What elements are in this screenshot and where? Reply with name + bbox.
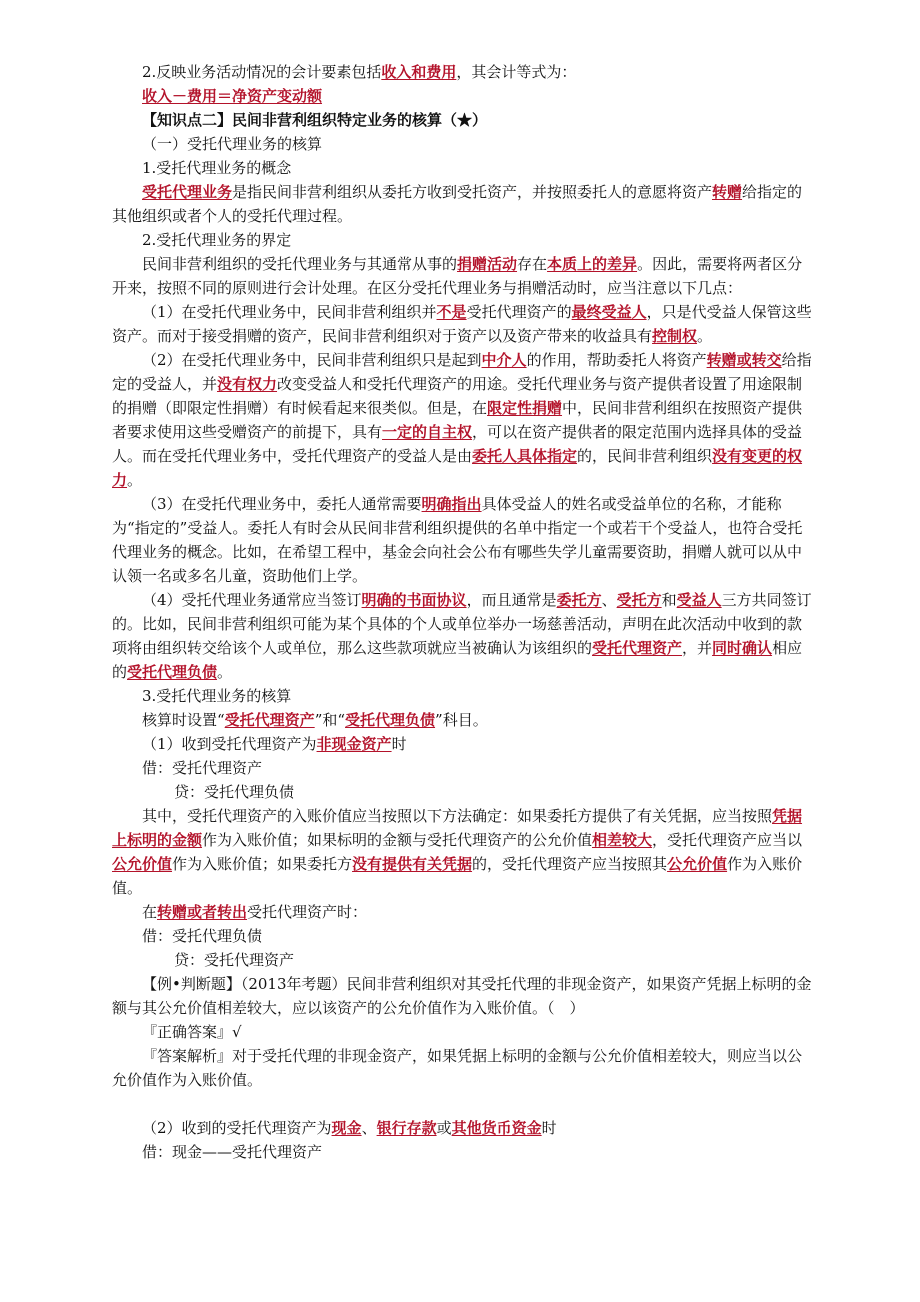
text-run: 相应的 [112,639,803,681]
text-run: 存在 [517,255,548,273]
highlighted-term: 没有提供有关凭据 [352,855,473,873]
text-run: 。 [697,327,713,345]
text-run: 是指民间非营利组织从委托方收到受托资产，并按照委托人的意愿将资产 [232,183,713,201]
text-run: 『答案解析』对于受托代理的非现金资产，如果凭据上标明的金额与公允价值相差较大，则应当以公允价值作为入账价值。 [112,1047,803,1089]
text-run: 借：受托代理资产 [142,759,263,777]
text-run: 。 [217,663,233,681]
text-run: ”科目。 [435,711,488,729]
text-run: 或 [436,1119,452,1137]
highlighted-term: 不是 [436,303,467,321]
text-run: 。因此，需要将两者区分开来，按照不同的原则进行会计处理。在区分受托代理业务与捐赠活动时，应当注意以下几点： [112,255,803,297]
text-run: 具体受益人的姓名或受益单位的名称，才能称为“指定的”受益人。委托人有时会从民间非营利组织提供的名单中指定一个或若干个受益人，也符合受托代理业务的概念。比如，在希望工程中，基金会向社会公布有哪些失学儿童需要资助，捐赠人就可以从中认领一名或多名儿童，资助他们上学。 [112,495,803,585]
highlighted-term: 受益人 [676,591,722,609]
highlighted-term: 明确的书面协议 [361,591,467,609]
highlighted-term: 转赠或转交 [706,351,782,369]
text-run: 作为入账价值；如果委托方 [172,855,353,873]
paragraph [112,780,812,804]
paragraph [112,1140,812,1164]
text-run: ，受托代理资产应当以 [652,831,803,849]
highlighted-term: 一定的自主权 [382,423,473,441]
paragraph [112,84,812,108]
highlighted-term: 控制权 [652,327,698,345]
paragraph [112,180,812,228]
paragraph [112,1116,812,1140]
text-run: 改变受益人和受托代理资产的用途。受托代理业务与资产提供者设置了用途限制的捐赠（即限定性捐赠）有时候看起来很类似。但是，在 [112,375,803,417]
text-run: 、 [601,591,617,609]
highlighted-term: 公允价值 [667,855,728,873]
text-run: 其中，受托代理资产的入账价值应当按照以下方法确定：如果委托方提供了有关凭据，应当按照 [142,807,773,825]
text-run: 民间非营利组织的受托代理业务与其通常从事的 [142,255,458,273]
text-run: 作为入账价值；如果标明的金额与受托代理资产的公允价值 [202,831,593,849]
highlighted-term: 其他货币资金 [451,1119,542,1137]
paragraph [112,972,812,1020]
text-run: 『正确答案』√ [142,1023,242,1041]
text-run: （1）收到受托代理资产为 [142,735,317,753]
paragraph [112,348,812,492]
highlighted-term: 没有权力 [217,375,278,393]
highlighted-term: 现金 [331,1119,362,1137]
text-run: ，并 [682,639,713,657]
highlighted-term: 委托人具体指定 [472,447,578,465]
paragraph [112,1020,812,1044]
text-run: ”和“ [314,711,346,729]
paragraph [112,1092,812,1116]
highlighted-term: 收入和费用 [381,63,457,81]
paragraph [112,948,812,972]
text-run: ，而且通常是 [466,591,557,609]
highlighted-term: 捐赠活动 [457,255,518,273]
text-run: 三方共同签订的。比如，民间非营利组织可能为某个具体的个人或单位举办一场慈善活动，声明在此次活动中收到的款项将由组织转交给该个人或单位，那么这些款项就应当被确认为该组织的 [112,591,812,657]
highlighted-term: 受托代理业务 [142,183,233,201]
highlighted-term: 转赠或者转出 [157,903,248,921]
text-run: ，其会计等式为： [456,63,577,81]
text-run: （2）在受托代理业务中，民间非营利组织只是起到 [142,351,482,369]
text-run: 核算时设置“ [142,711,225,729]
text-run: ，可以在资产提供者的限定范围内选择具体的受益人。而在受托代理业务中，受托代理资产的受益人是由 [112,423,803,465]
text-run: （3）在受托代理业务中，委托人通常需要 [142,495,422,513]
text-run: 受托代理资产的 [466,303,572,321]
text-run: 的，受托代理资产应当按照其 [472,855,668,873]
section-heading: 【知识点二】民间非营利组织特定业务的核算（★） [142,111,488,129]
highlighted-term: 非现金资产 [316,735,392,753]
text-run: 借：现金——受托代理资产 [142,1143,323,1161]
paragraph [112,708,812,732]
highlighted-term: 最终受益人 [571,303,647,321]
text-run: （2）收到的受托代理资产为 [142,1119,332,1137]
paragraph [112,228,812,252]
highlighted-term: 没有变更的权力 [112,447,803,489]
highlighted-term: 限定性捐赠 [487,399,563,417]
paragraph [112,684,812,708]
text-run: 受托代理资产时： [247,903,368,921]
paragraph [112,756,812,780]
paragraph [112,156,812,180]
paragraph [112,252,812,300]
highlighted-term: 受托方 [616,591,662,609]
text-run: （一）受托代理业务的核算 [142,135,323,153]
text-run: 给指定的受益人，并 [112,351,812,393]
text-run: 的作用，帮助委托人将资产 [526,351,707,369]
text-run: 时 [541,1119,557,1137]
highlighted-term: 同时确认 [712,639,773,657]
text-run: （4）受托代理业务通常应当签订 [142,591,362,609]
paragraph [112,1044,812,1092]
highlighted-term: 相差较大 [592,831,653,849]
text-run: 。 [127,471,143,489]
paragraph [112,924,812,948]
paragraph [112,900,812,924]
text-run: 贷：受托代理资产 [174,951,295,969]
text-run: 、 [361,1119,377,1137]
paragraph [112,492,812,588]
highlighted-term: 受托代理资产 [224,711,315,729]
text-run: 和 [661,591,677,609]
text-run: 借：受托代理负债 [142,927,263,945]
paragraph [112,132,812,156]
paragraph [112,588,812,684]
text-run: 贷：受托代理负债 [174,783,295,801]
text-run: 1.受托代理业务的概念 [142,159,292,177]
text-run: 时 [391,735,407,753]
paragraph [112,804,812,900]
text-run: ，只是代受益人保管这些资产。而对于接受捐赠的资产，民间非营利组织对于资产以及资产带来的收益具有 [112,303,812,345]
highlighted-term: 受托代理资产 [592,639,683,657]
text-run: 3.受托代理业务的核算 [142,687,292,705]
highlighted-term: 委托方 [556,591,602,609]
document-page [112,60,812,1164]
highlighted-term: 凭据上标明的金额 [112,807,803,849]
highlighted-term: 公允价值 [112,855,173,873]
highlighted-term: 本质上的差异 [547,255,638,273]
paragraph [112,732,812,756]
highlighted-term: 明确指出 [421,495,482,513]
paragraph [112,60,812,84]
text-run: 2.反映业务活动情况的会计要素包括 [142,63,382,81]
highlighted-term: 中介人 [481,351,527,369]
highlighted-term: 受托代理负债 [345,711,436,729]
text-run: 中，民间非营利组织在按照资产提供者要求使用这些受赠资产的前提下，具有 [112,399,803,441]
paragraph [112,108,812,132]
text-run: 作为入账价值。 [112,855,803,897]
text-run: 在 [142,903,158,921]
text-run: （1）在受托代理业务中，民间非营利组织并 [142,303,437,321]
highlighted-term: 银行存款 [376,1119,437,1137]
highlighted-term: 收入－费用＝净资产变动额 [142,87,323,105]
text-run: 给指定的其他组织或者个人的受托代理过程。 [112,183,803,225]
highlighted-term: 转赠 [712,183,743,201]
paragraph [112,300,812,348]
text-run: 2.受托代理业务的界定 [142,231,292,249]
text-run: 的，民间非营利组织 [577,447,713,465]
highlighted-term: 受托代理负债 [127,663,218,681]
text-run: 【例•判断题】（2013年考题）民间非营利组织对其受托代理的非现金资产，如果资产凭据上标明的金额与其公允价值相差较大，应以该资产的公允价值作为入账价值。（ ） [112,975,812,1017]
